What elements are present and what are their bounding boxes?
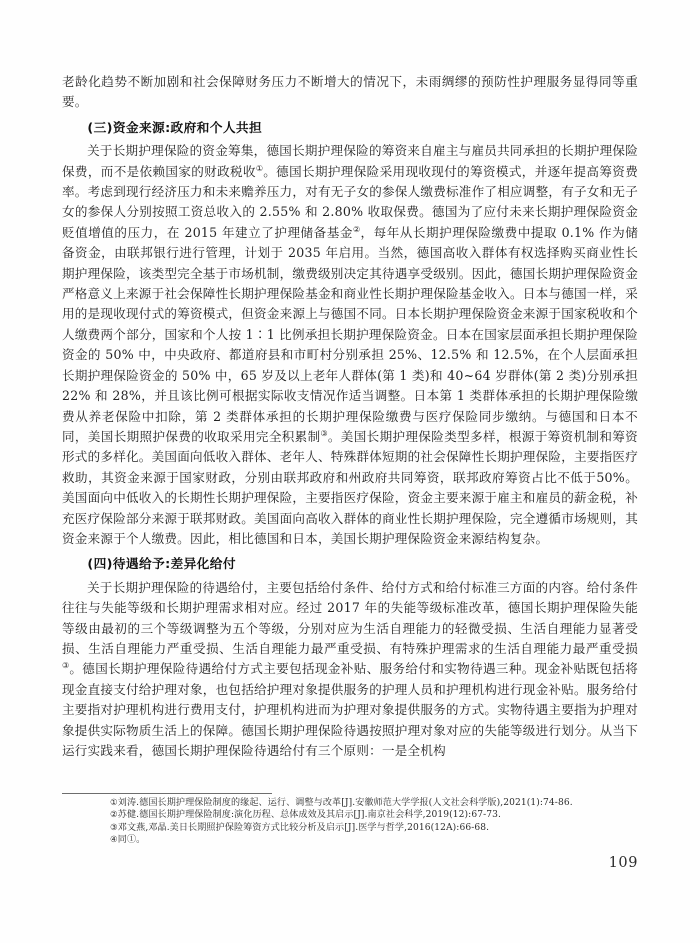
footnote-marker: ④ <box>110 835 118 846</box>
footnote-ref-1[interactable]: ① <box>255 163 264 173</box>
para-text-segment-6: 。德国长期护理保险待遇给付方式主要包括现金补贴、服务给付和实物待遇三种。现金补贴既包括将现金直接支付给护理对象，也包括给护理对象提供服务的护理人员和护理机构进行现金补贴。服务给付主要指对护理机构进行费用支付，护理机构进而为护理对象提供服务的方式。实物待遇主要指为护理对象提供实际物质生活上的保障。德国长期护理保险待遇按照护理对象对应的失能等级进行划分。从当下运行实践来看，德国长期护理保险待遇给付有三个原则：一是全机构 <box>62 661 638 758</box>
page-number: 109 <box>608 855 638 871</box>
footnote-list <box>62 797 638 847</box>
para-text-segment-5: 关于长期护理保险的待遇给付，主要包括给付条件、给付方式和给付标准三方面的内容。给付条件往往与失能等级和长期护理需求相对应。经过 2017 年的失能等级标准改革，德国长期护理保险失能等级由最初的三个等级调整为五个等级，分别对应为生活自理能力的轻微受损、生活自理能力显著受损、生活自理能力严重受损、生活自理能力最严重受损、有特殊护理需求的生活自理能力最严重受损 <box>62 579 638 656</box>
footnote-ref-4[interactable]: ③ <box>62 661 70 671</box>
heading-funding-sources: (三)资金来源:政府和个人共担 <box>87 119 263 135</box>
paragraph-funding-germany <box>62 141 638 549</box>
footnote-item <box>62 834 638 846</box>
footnote-text: 苏健.德国长期护理保险制度:演化历程、总体成效及其启示[J].南京社会科学,2019(12):67-73. <box>117 810 501 821</box>
page-body-column <box>62 72 638 761</box>
footnote-marker: ③ <box>110 822 118 833</box>
footnote-item <box>62 797 638 809</box>
heading-benefit-provision: (四)待遇给予:差异化给付 <box>87 556 236 572</box>
para-text-segment-2: 。德国长期护理保险采用现收现付的筹资模式，并逐年提高筹资费率。考虑到现行经济压力和未来赡养压力，对有无子女的参保人缴费标准作了相应调整，有子女和无子女的参保人分别按照工资总收入的 2.55% 和 2.80% 收取保费。德国为了应付未来长期护理保险资金贬值增值的压力，在 2015 年建立了护理储备基金 <box>62 163 638 240</box>
para-text-segment-3: ，每年从长期护理保险缴费中提取 0.1% 作为储备资金，由联邦银行进行管理，计划于 2035 年启用。当然，德国高收入群体有权选择购买商业性长期护理保险，该类型完全基于市场机制，缴费级别决定其待遇享受级别。因此，德国长期护理保险资金严格意义上来源于社会保障性长期护理保险基金和商业性长期护理保险基金收入。日本与德国一样，采用的是现收现付式的筹资模式，但资金来源上与德国不同。日本长期护理保险资金来源于国家税收和个人缴费两个部分，国家和个人按 1∶1 比例承担长期护理保险资金。日本在国家层面承担长期护理保险资金的 50% 中，中央政府、都道府县和市町村分别承担 25%、12.5% 和 12.5%，在个人层面承担长期护理保险资金的 50% 中，65 岁及以上老年人群体(第 1 类)和 40~64 岁群体(第 2 类)分别承担 22% 和 28%，并且该比例可根据实际收支情况作适当调整。日本第 1 类群体承担的长期护理保险缴费从养老保险中扣除，第 2 类群体承担的长期护理保险缴费与医疗保险同步缴纳。与德国和日本不同，美国长期照护保费的收取采用完全积累制 <box>62 224 639 444</box>
para-text-segment-4: 。美国长期护理保险类型多样，根源于筹资机制和筹资形式的多样化。美国面向低收入群体、老年人、特殊群体短期的社会保障性长期护理保险，主要指医疗救助，其资金来源于国家财政，分别由联邦政府和州政府共同筹资，联邦政府筹资占比不低于50%。美国面向中低收入的长期性长期护理保险，主要指医疗保险，资金主要来源于雇主和雇员的薪金税，补充医疗保险部分来源于联邦财政。美国面向高收入群体的商业性长期护理保险，完全遵循市场规则，其资金来源于个人缴费。因此，相比德国和日本，美国长期护理保险资金来源结构复杂。 <box>62 428 638 546</box>
footnote-text: 邓文燕,邓晶.美日长期照护保险筹资方式比较分析及启示[J].医学与哲学,2016(12A):66-68. <box>117 822 490 833</box>
footnote-ref-3[interactable]: ③ <box>320 428 328 438</box>
footnote-item <box>62 822 638 834</box>
para-text-segment-1: 关于长期护理保险的资金筹集，德国长期护理保险的筹资来自雇主与雇员共同承担的长期护理保险保费，而不是依赖国家的财政税收 <box>62 143 638 179</box>
footnote-marker: ① <box>110 798 118 808</box>
footnote-marker: ② <box>110 810 118 821</box>
footnote-text: 同①。 <box>117 835 146 846</box>
paragraph-benefit-provision <box>62 578 638 762</box>
footnotes-area <box>62 793 638 847</box>
footnote-text: 刘涛.德国长期护理保险制度的缘起、运行、调整与改革[J].安徽师范大学学报(人文社会科学版),2021(1):74-86. <box>117 798 573 808</box>
paragraph-continuation-aging: 老龄化趋势不断加剧和社会保障财务压力不断增大的情况下，未雨绸缪的预防性护理服务显得同等重要。 <box>62 74 638 110</box>
footnote-ref-2[interactable]: ② <box>352 224 361 234</box>
footnote-separator-rule <box>62 793 272 794</box>
footnote-item <box>62 809 638 821</box>
